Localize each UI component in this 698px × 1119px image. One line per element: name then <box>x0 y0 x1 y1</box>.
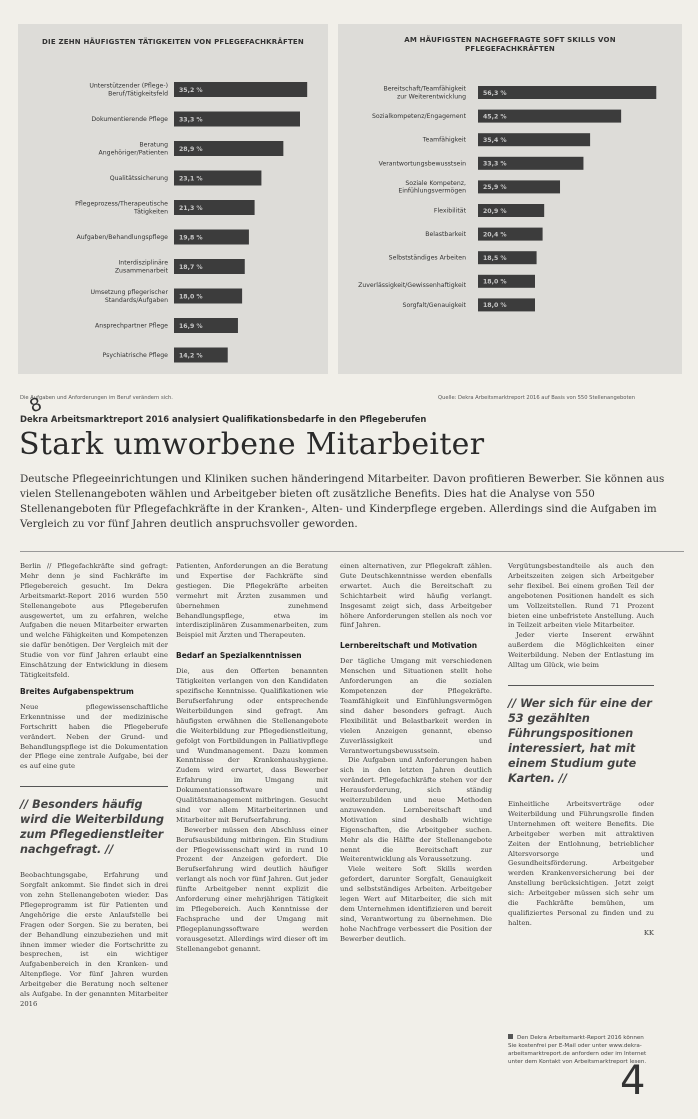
pull-quote: // Wer sich für eine der 53 gezählten Führungspositionen interessiert, hat mit einem Studium gute Karten. // <box>508 685 654 786</box>
value-label: 35,4 % <box>483 137 507 144</box>
category-label: Interdisziplinäre Zusammenarbeit <box>114 259 168 275</box>
handwritten-page-number: 4 <box>620 1058 646 1104</box>
bar-group <box>102 348 227 363</box>
value-label: 23,1 % <box>179 175 203 183</box>
paragraph: Neue pflegewissenschaftliche Erkenntnisse und der medizinische Fortschritt haben die Pflegeberufe verändert. Neben der Grund- und Behandlungspflege ist die Dokumentation der Pflege eine zentrale Aufgabe, bei der es auf eine gute <box>20 702 168 771</box>
value-label: 35,2 % <box>179 86 203 94</box>
paragraph: einen alternativen, zur Pflegekraft zählen. Gute Deutschkenntnisse werden ebenfalls erwartet. Auch die Bereitschaft zu Schichtarbeit wird häufig verlangt. Insgesamt zeigt sich, dass Arbeitgeber höhere Anforderungen stellen als noch vor fünf Jahren. <box>340 562 492 630</box>
author-signature: KK <box>643 928 654 937</box>
value-label: 20,9 % <box>483 207 507 215</box>
subheading: Lernbereitschaft und Motivation <box>340 641 478 651</box>
tasks-chart-svg <box>18 24 328 374</box>
paragraph: Die Aufgaben und Anforderungen haben sich in den letzten Jahren deutlich verändert. Pflegefachkräfte stehen vor der Herausforderung, sich ständig weiterzubilden und neue Methoden anzuwenden. Lernbereitschaft und Motivation sind deshalb wichtige Eigenschaften, die Arbeitgeber suchen. Mehr als die Hälfte der Stellenangebote nennt die Bereitschaft zur Weiterentwicklung als Voraussetzung. <box>340 756 492 864</box>
value-label: 18,0 % <box>483 302 507 310</box>
category-label: Bereitschaft/Teamfähigkeit zur Weiterentwicklung <box>383 85 466 101</box>
bar-group <box>372 110 621 123</box>
category-label: Sozialkompetenz/Engagement <box>371 113 466 121</box>
handwritten-mark: 8 <box>26 393 45 418</box>
bar-group <box>398 180 560 195</box>
bar-group <box>99 141 284 156</box>
bar-group <box>422 133 590 146</box>
divider <box>20 551 684 552</box>
value-label: 45,2 % <box>483 113 507 121</box>
bar-group <box>95 318 238 333</box>
category-label: Pflegeprozess/Therapeutische Tätigkeiten <box>75 200 168 216</box>
bullet-square-icon <box>508 1034 513 1039</box>
category-label: Teamfähigkeit <box>422 136 466 144</box>
report-note-text: Den Dekra Arbeitsmarkt-Report 2016 können Sie kostenfrei per E-Mail oder unter www.dekra-arbeitsmarktreport.de anfordern oder im Internet unter dem Kontakt von Arbeitsmarktreport lesen. <box>508 1035 647 1065</box>
tasks-chart <box>18 24 328 374</box>
tasks-chart-title: DIE ZEHN HÄUFIGSTEN TÄTIGKEITEN VON PFLEGEFACHKRÄFTEN <box>42 38 304 46</box>
soft-skills-chart <box>338 24 682 374</box>
paragraph: Berlin // Pflegefachkräfte sind gefragt: Mehr denn je sind Fachkräfte im Pflegebereich gesucht. Im Dekra Arbeitsmarkt-Report 2016 wurden 550 Stellenangebote aus Pflegeberufen ausgewertet, um zu erfahren, welche Aufgaben die neuen Mitarbeiter erwarten und welche Fähigkeiten und Kompetenzen sie dafür benötigen. Der Vergleich mit der Studie von vor fünf Jahren erlaubt eine Einschätzung der Entwicklung in diesem Tätigkeitsfeld. <box>20 562 168 679</box>
category-label: Belastbarkeit <box>425 231 466 239</box>
value-label: 33,3 % <box>179 116 203 124</box>
paragraph: Einheitliche Arbeitsverträge oder Weiterbildung und Führungsrolle finden Unternehmen oft weitere Benefits. Die Arbeitgeber werben mit attraktiven Zeiten der Entlohnung, betrieblicher Altersvorsorge und Gesundheitsförderung. Arbeitgeber werden Krankenversicherung bei der Anstellung berücksichtigen. Jetzt zeigt sich: Arbeitgeber müssen sich sehr um die Fachkräfte bemühen, um qualifiziertes Personal zu finden und zu halten. <box>508 799 654 927</box>
bar-group <box>115 259 245 274</box>
right-source: Quelle: Dekra Arbeitsmarktreport 2016 auf Basis von 550 Stellenangeboten <box>438 395 635 401</box>
bar-group <box>75 200 254 215</box>
category-label: Umsetzung pflegerischer Standards/Aufgaben <box>90 289 168 304</box>
bar-group <box>91 112 300 127</box>
category-label: Selbstständiges Arbeiten <box>388 254 466 262</box>
left-caption: Die Aufgaben und Anforderungen im Beruf verändern sich. <box>20 395 173 401</box>
column-4 <box>508 562 654 939</box>
paragraph: Vergütungsbestandteile als auch den Arbeitszeiten zeigen sich Arbeitgeber sehr flexibel. Bei einem großen Teil der angebotenen Positionen handelt es sich um Vollzeitstellen. Rund 71 Prozent bieten eine unbefristete Anstellung. Auch in Teilzeit arbeiten viele Mitarbeiter. <box>508 562 654 630</box>
soft-skills-chart-title: AM HÄUFIGSTEN NACHGEFRAGTE SOFT SKILLS VON PFLEGEFACHKRÄFTEN <box>404 36 616 53</box>
value-label: 18,5 % <box>483 255 507 262</box>
bar-group <box>77 230 249 245</box>
bar-group <box>90 289 242 304</box>
bar-group <box>89 82 307 97</box>
value-label: 14,2 % <box>179 352 203 360</box>
column-1 <box>20 562 168 1010</box>
bar-group <box>434 204 544 217</box>
bar-group <box>383 86 656 101</box>
bar-group <box>425 228 542 241</box>
paragraph: Beobachtungsgabe, Erfahrung und Sorgfalt ankommt. Sie findet sich in drei von zehn Stellenangeboten wieder. Das Pflegeprogramm ist für Patienten und Angehörige die erste Anlaufstelle bei Fragen oder Sorgen. Sie zu beraten, bei der Behandlung einzubeziehen und mit ihnen immer wieder die Fortschritte zu besprechen, ist ein wichtiger Aufgabenbereich in den Kranken- und Altenpflege. Vor fünf Jahren wurden Arbeitgeber die Beratung noch seltener als Aufgabe. In der genannten Mitarbeiter 2016 <box>20 871 168 1008</box>
category-label: Aufgaben/Behandlungspflege <box>76 234 168 241</box>
paragraph: Die, aus den Offerten benannten Tätigkeiten verlangen von den Kandidaten spezifische Kenntnisse. Qualifikationen wie Berufserfahrung oder entsprechende Weiterbildungen sind gefragt. Am häufigsten erwähnen die Stellenangebote die Weiterbildung zur Pflegedienstleitung, gefolgt von Fortbildungen in Palliativpflege und Wundmanagement. Dazu kommen Kenntnisse der Krankenhaushygiene. Zudem wird erwartet, dass Bewerber Erfahrung im Umgang mit Dokumentationssoftware und Qualitätsmanagement mitbringen. Gesucht sind vor allem Mitarbeiterinnen und Mitarbeiter mit Berufserfahrung. <box>176 667 328 824</box>
value-label: 56,3 % <box>483 89 507 97</box>
paragraph: Bewerber müssen den Abschluss einer Berufsausbildung mitbringen. Ein Studium der Pflegewissenschaft wird in rund 10 Prozent der Anzeigen gefordert. Die Berufserfahrung wird deutlich häufiger verlangt als noch vor fünf Jahren. Gut jeder fünfte Arbeitgeber nennt explizit die Anforderung einer mehrjährigen Tätigkeit im Pflegebereich. Auch Kenntnisse der Fachsprache und der Umgang mit Pflegeplanungssoftware werden vorausgesetzt. Allerdings wird dieser oft im Stellenangebot genannt. <box>176 825 328 953</box>
soft-skills-chart-svg <box>338 24 682 374</box>
category-label: Soziale Kompetenz, Einfühlungsvermögen <box>398 180 466 195</box>
category-label: Zuverlässigkeit/Gewissenhaftigkeit <box>358 282 466 290</box>
value-label: 18,0 % <box>179 293 203 301</box>
subheading: Bedarf an Spezialkenntnissen <box>176 651 302 661</box>
category-label: Verantwortungsbewusstsein <box>378 160 466 168</box>
category-label: Dokumentierende Pflege <box>91 116 168 123</box>
paragraph: Jeder vierte Inserent erwähnt außerdem die Möglichkeiten einer Weiterbildung. Neben der Entlastung im Alltag um Glück, wie beim <box>508 631 654 670</box>
subheading: Breites Aufgabenspektrum <box>20 686 134 696</box>
category-label: Ansprechpartner Pflege <box>95 322 168 330</box>
value-label: 21,3 % <box>179 204 203 212</box>
column-2 <box>176 562 328 955</box>
paragraph: Viele weitere Soft Skills werden gefordert, darunter Sorgfalt, Genauigkeit und selbstständiges Arbeiten. Arbeitgeber legen Wert auf Mitarbeiter, die sich mit dem Unternehmen identifizieren und bereit sind, Verantwortung zu übernehmen. Die hohe Nachfrage verbessert die Position der Bewerber deutlich. <box>340 865 492 943</box>
category-label: Qualitätssicherung <box>109 175 168 182</box>
pull-quote: // Besonders häufig wird die Weiterbildung zum Pflegedienstleiter nachgefragt. // <box>20 786 168 857</box>
bar-group <box>379 157 584 170</box>
article-kicker: Dekra Arbeitsmarktreport 2016 analysiert Qualifikationsbedarfe in den Pflegeberufen <box>20 414 427 424</box>
value-label: 20,4 % <box>483 231 507 239</box>
category-label: Flexibilität <box>433 207 466 215</box>
paragraph: Patienten, Anforderungen an die Beratung und Expertise der Fachkräfte sind gestiegen. Die Pflegekräfte arbeiten vermehrt mit Ärzten zusammen und übernehmen zunehmend Behandlungspflege, etwa im interdisziplinären Zusammenarbeiten, zum Beispiel mit Ärzten und Therapeuten. <box>176 562 328 640</box>
column-3 <box>340 562 492 945</box>
value-label: 19,8 % <box>179 234 203 242</box>
value-label: 25,9 % <box>483 184 507 192</box>
value-label: 18,7 % <box>179 263 203 271</box>
category-label: Psychiatrische Pflege <box>102 352 168 359</box>
value-label: 28,9 % <box>179 145 203 153</box>
bar-group <box>110 171 262 186</box>
article-headline: Stark umworbene Mitarbeiter <box>19 427 485 462</box>
value-label: 33,3 % <box>483 160 507 168</box>
bar-group <box>358 275 535 289</box>
bar-group <box>389 251 537 264</box>
paragraph: Der tägliche Umgang mit verschiedenen Menschen und Situationen stellt hohe Anforderungen an die sozialen Kompetenzen der Pflegekräfte. Teamfähigkeit und Einfühlungsvermögen sind daher besonders gefragt. Auch Flexibilität und Belastbarkeit werden in vielen Anzeigen genannt, ebenso Zuverlässigkeit und Verantwortungsbewusstsein. <box>340 657 492 755</box>
value-label: 16,9 % <box>179 322 203 330</box>
bar-group <box>403 298 535 311</box>
value-label: 18,0 % <box>483 278 507 286</box>
category-label: Sorgfalt/Genauigkeit <box>402 301 466 309</box>
article-lead: Deutsche Pflegeeinrichtungen und Kliniken suchen händeringend Mitarbeiter. Davon profitieren Bewerber. Sie können aus vielen Stellenangeboten wählen und Arbeitgeber bieten oft zusätzliche Benefits. Dies hat die Analyse von 550 Stellenangeboten für Pflegefachkräfte in der Kranken-, Alten- und Kinderpflege ergeben. Allerdings sind die Aufgaben im Vergleich zu vor fünf Jahren deutlich anspruchsvoller geworden. <box>20 473 665 530</box>
category-label: Unterstützender (Pflege-) Beruf/Tätigkeitsfeld <box>89 82 168 98</box>
category-label: Beratung Angehöriger/Patienten <box>98 141 168 157</box>
